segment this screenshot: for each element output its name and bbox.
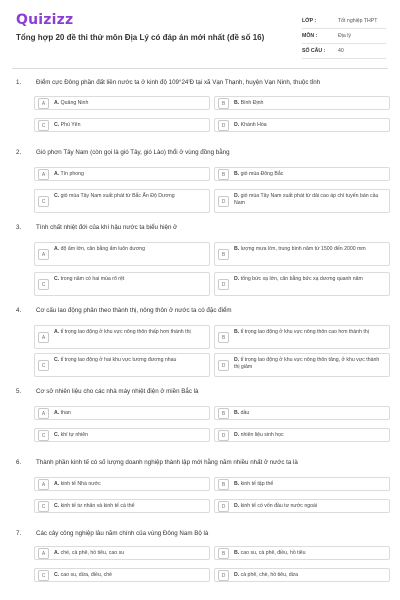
option-text	[54, 503, 204, 510]
option-label: Phú Yên	[60, 122, 81, 128]
question-text: Tính chất nhiệt đới của khí hậu nước ta biểu hiện ở	[36, 224, 178, 231]
option-letter-badge: C	[38, 570, 49, 581]
answer-option-c[interactable]	[34, 272, 210, 296]
question-header	[16, 388, 386, 402]
answer-option-d[interactable]	[214, 189, 390, 213]
question-text: Cơ sở nhiên liệu cho các nhà máy nhiệt điện ở miền Bắc là	[36, 388, 199, 395]
option-label: than	[60, 410, 71, 416]
answer-option-a[interactable]	[34, 325, 210, 349]
option-label: tỉ trọng lao động ở khu vực nông thôn tăng, ở khu vực thành thị giảm	[234, 357, 380, 370]
question	[16, 530, 386, 544]
answer-option-c[interactable]	[34, 568, 210, 582]
option-text	[234, 329, 384, 336]
answer-option-c[interactable]	[34, 118, 210, 132]
option-letter-badge: C	[38, 196, 49, 207]
meta-table	[302, 14, 386, 59]
option-text	[54, 329, 204, 336]
option-key: B.	[234, 481, 240, 487]
option-text	[54, 193, 204, 200]
option-letter-badge: A	[38, 408, 49, 419]
option-letter-badge: A	[38, 249, 49, 260]
option-label: tổng bức xạ lớn, cân bằng bức xạ dương quanh năm	[240, 276, 363, 282]
option-text	[234, 276, 384, 283]
answer-option-a[interactable]	[34, 167, 210, 181]
option-letter-badge: D	[218, 570, 229, 581]
answer-option-b[interactable]	[214, 406, 390, 420]
option-label: tỉ trọng lao động ở khu vực nông thôn cao hơn thành thị	[240, 329, 369, 335]
option-letter-badge: B	[218, 332, 229, 343]
answer-option-b[interactable]	[214, 96, 390, 110]
meta-label: MÔN :	[302, 33, 318, 39]
question	[16, 388, 386, 402]
question	[16, 149, 386, 163]
option-label: Khánh Hòa	[240, 122, 267, 128]
option-key: C.	[54, 432, 60, 438]
option-letter-badge: D	[218, 430, 229, 441]
question-text: Điểm cực Đông phần đất liền nước ta ở kinh độ 109°24'Đ tại xã Vạn Thạnh, huyện Vạn Ninh, thuộc tỉnh	[36, 79, 321, 86]
option-letter-badge: A	[38, 169, 49, 180]
option-text	[54, 410, 204, 417]
question-number: 4.	[16, 307, 22, 314]
answer-option-b[interactable]	[214, 325, 390, 349]
question-text: Thành phần kinh tế có số lượng doanh nghiệp thành lập mới hằng năm nhiều nhất ở nước ta là	[36, 459, 298, 466]
option-text	[234, 432, 384, 439]
option-label: cao su, dừa, điều, chè	[60, 572, 112, 578]
option-key: A.	[54, 481, 60, 487]
option-text	[54, 122, 204, 129]
option-key: B.	[234, 410, 240, 416]
option-text	[234, 503, 384, 510]
option-letter-badge: B	[218, 169, 229, 180]
answer-option-d[interactable]	[214, 353, 390, 377]
option-key: D.	[234, 432, 240, 438]
option-text	[234, 572, 384, 579]
option-text	[234, 481, 384, 488]
option-label: độ ẩm lớn, cân bằng ẩm luôn dương	[60, 246, 146, 252]
option-text	[54, 550, 204, 557]
answer-option-d[interactable]	[214, 568, 390, 582]
option-text	[54, 432, 204, 439]
question-number: 7.	[16, 530, 22, 537]
option-text	[54, 481, 204, 488]
option-letter-badge: B	[218, 548, 229, 559]
option-text	[234, 410, 384, 417]
header-divider	[12, 68, 388, 69]
question-header	[16, 459, 386, 473]
option-key: C.	[54, 503, 60, 509]
option-key: A.	[54, 329, 60, 335]
option-key: D.	[234, 276, 240, 282]
option-text	[234, 357, 384, 371]
option-key: C.	[54, 572, 60, 578]
option-letter-badge: A	[38, 98, 49, 109]
answer-option-c[interactable]	[34, 499, 210, 513]
option-label: Quảng Ninh	[60, 100, 89, 106]
question-header	[16, 307, 386, 321]
option-text	[54, 171, 204, 178]
option-label: tỉ trọng lao động ở hai khu vực tương đương nhau	[60, 357, 177, 363]
option-key: D.	[234, 122, 240, 128]
answer-option-c[interactable]	[34, 189, 210, 213]
option-letter-badge: C	[38, 360, 49, 371]
option-label: gió mùa Tây Nam xuất phát từ Bắc Ấn Độ Dương	[60, 193, 175, 199]
question	[16, 459, 386, 473]
question-text: Cơ cấu lao động phân theo thành thị, nông thôn ở nước ta có đặc điểm	[36, 307, 232, 314]
page-header	[0, 0, 400, 66]
option-letter-badge: C	[38, 279, 49, 290]
option-text	[234, 100, 384, 107]
answer-option-b[interactable]	[214, 167, 390, 181]
option-label: cà phê, chè, hồ tiêu, dừa	[240, 572, 299, 578]
question	[16, 224, 386, 238]
option-letter-badge: B	[218, 98, 229, 109]
meta-row-subject	[302, 29, 386, 44]
option-label: chè, cà phê, hồ tiêu, cao su	[60, 550, 125, 556]
option-key: C.	[54, 276, 60, 282]
answer-option-a[interactable]	[34, 242, 210, 266]
answer-option-b[interactable]	[214, 477, 390, 491]
answer-option-d[interactable]	[214, 428, 390, 442]
meta-value: Tốt nghiệp THPT	[338, 18, 378, 24]
option-letter-badge: B	[218, 408, 229, 419]
option-letter-badge: C	[38, 501, 49, 512]
option-label: lượng mưa lớn, trung bình năm từ 1500 đến 2000 mm	[240, 246, 366, 252]
option-letter-badge: D	[218, 196, 229, 207]
option-label: cao su, cà phê, điều, hồ tiêu	[240, 550, 306, 556]
question-header	[16, 149, 386, 163]
question-number: 3.	[16, 224, 22, 231]
answer-option-b[interactable]	[214, 546, 390, 560]
option-label: Tín phong	[60, 171, 84, 177]
option-key: B.	[234, 246, 240, 252]
option-label: gió mùa Đông Bắc	[240, 171, 284, 177]
meta-value: 40	[338, 48, 344, 54]
option-text	[234, 122, 384, 129]
option-label: khí tự nhiên	[60, 432, 89, 438]
option-text	[234, 246, 384, 253]
answer-option-d[interactable]	[214, 118, 390, 132]
question	[16, 79, 386, 93]
option-key: C.	[54, 193, 60, 199]
option-label: nhiên liệu sinh học	[240, 432, 284, 438]
answer-option-a[interactable]	[34, 546, 210, 560]
option-letter-badge: D	[218, 501, 229, 512]
option-text	[234, 550, 384, 557]
option-key: C.	[54, 122, 60, 128]
option-key: A.	[54, 246, 60, 252]
option-text	[234, 193, 384, 207]
answer-option-d[interactable]	[214, 272, 390, 296]
question-text: Gió phơn Tây Nam (còn gọi là gió Tây, gió Lào) thổi ở vùng đồng bằng	[36, 149, 230, 156]
question-header	[16, 224, 386, 238]
option-key: D.	[234, 503, 240, 509]
option-key: A.	[54, 171, 60, 177]
option-key: D.	[234, 572, 240, 578]
option-key: A.	[54, 100, 60, 106]
meta-value: Địa lý	[338, 33, 351, 39]
option-key: D.	[234, 193, 240, 199]
document-title: Tổng hợp 20 đề thi thử môn Địa Lý có đáp án mới nhất (đề số 16)	[16, 33, 265, 42]
option-letter-badge: B	[218, 479, 229, 490]
option-text	[54, 572, 204, 579]
option-label: tỉ trọng lao động ở khu vực nông thôn thấp hơn thành thị	[60, 329, 191, 335]
option-text	[54, 276, 204, 283]
answer-option-a[interactable]	[34, 96, 210, 110]
option-key: B.	[234, 329, 240, 335]
answer-option-c[interactable]	[34, 353, 210, 377]
option-letter-badge: B	[218, 249, 229, 260]
question-number: 6.	[16, 459, 22, 466]
meta-row-class	[302, 14, 386, 29]
option-label: dầu	[240, 410, 250, 416]
answer-option-a[interactable]	[34, 406, 210, 420]
option-key: B.	[234, 550, 240, 556]
option-label: Bình Định	[240, 100, 264, 106]
option-letter-badge: A	[38, 479, 49, 490]
meta-label: SỐ CÂU :	[302, 48, 326, 54]
option-letter-badge: C	[38, 120, 49, 131]
option-text	[54, 357, 204, 364]
quizizz-logo: Quizizz	[16, 12, 74, 28]
option-text	[234, 171, 384, 178]
question-text: Các cây công nghiệp lâu năm chính của vùng Đông Nam Bộ là	[36, 530, 209, 537]
question-header	[16, 79, 386, 93]
option-key: D.	[234, 357, 240, 363]
option-label: kinh tế Nhà nước	[60, 481, 101, 487]
option-key: A.	[54, 410, 60, 416]
option-key: C.	[54, 357, 60, 363]
option-label: kinh tế tư nhân và kinh tế cá thể	[60, 503, 135, 509]
option-letter-badge: D	[218, 360, 229, 371]
option-label: gió mùa Tây Nam xuất phát từ dải cao áp chí tuyến bán cầu Nam	[234, 193, 379, 206]
option-key: A.	[54, 550, 60, 556]
meta-row-count	[302, 44, 386, 59]
option-letter-badge: D	[218, 279, 229, 290]
meta-label: LỚP :	[302, 18, 317, 24]
option-key: B.	[234, 100, 240, 106]
question-number: 2.	[16, 149, 22, 156]
option-text	[54, 100, 204, 107]
option-letter-badge: A	[38, 548, 49, 559]
option-letter-badge: C	[38, 430, 49, 441]
answer-option-b[interactable]	[214, 242, 390, 266]
question	[16, 307, 386, 321]
answer-option-c[interactable]	[34, 428, 210, 442]
answer-option-d[interactable]	[214, 499, 390, 513]
option-label: kinh tế tập thể	[240, 481, 274, 487]
question-number: 1.	[16, 79, 22, 86]
answer-option-a[interactable]	[34, 477, 210, 491]
question-number: 5.	[16, 388, 22, 395]
option-text	[54, 246, 204, 253]
option-letter-badge: D	[218, 120, 229, 131]
option-key: B.	[234, 171, 240, 177]
option-label: trong năm có hai mùa rõ rệt	[60, 276, 125, 282]
question-header	[16, 530, 386, 544]
option-label: kinh tế có vốn đầu tư nước ngoài	[240, 503, 318, 509]
option-letter-badge: A	[38, 332, 49, 343]
